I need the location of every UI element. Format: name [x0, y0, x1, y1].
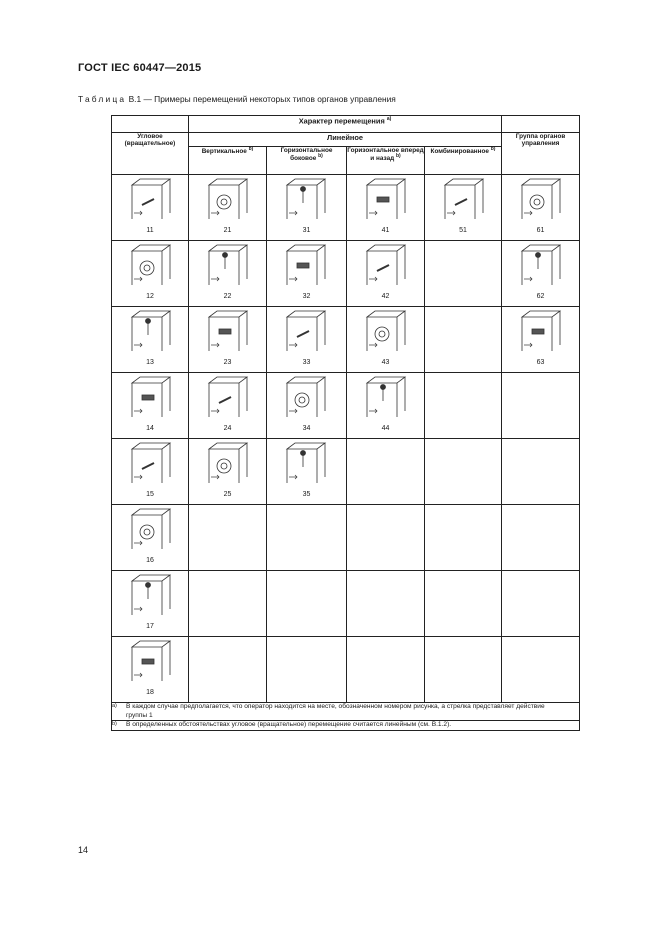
note-a: a) В каждом случае предполагается, что оператор находится на месте, обозначенном номером рисунка, а стрелка представляет действие группы 1: [112, 703, 580, 721]
figure-number: 24: [223, 425, 232, 432]
illustration-cell-31: [267, 175, 347, 241]
figure-number: 22: [223, 293, 232, 300]
illustration-cell-42: [347, 241, 425, 307]
table-row: [112, 505, 580, 571]
empty-cell: [347, 439, 425, 505]
figure-number: 51: [459, 227, 467, 234]
figure-number: 42: [381, 293, 390, 300]
illustration-cell-22: [189, 241, 267, 307]
figure-number: 13: [146, 359, 154, 366]
figure-number: 11: [146, 227, 154, 234]
illustration-cell-34: [267, 373, 347, 439]
illustration-cell-44: [347, 373, 425, 439]
illustration-cell-17: [112, 571, 189, 637]
empty-cell: [425, 637, 502, 703]
figure-number: 25: [223, 491, 232, 498]
header-horizontal-side: Горизонтальное боковое $^{b)}$: [267, 147, 347, 175]
illustration-cell-32: [267, 241, 347, 307]
empty-cell: [189, 637, 267, 703]
empty-cell: [347, 505, 425, 571]
empty-cell: [347, 637, 425, 703]
figure-number: 44: [381, 425, 390, 432]
header-angular: Угловое (вращательное): [112, 133, 189, 175]
illustration-cell-35: [267, 439, 347, 505]
table-row: [112, 175, 580, 241]
caption-prefix: Таблица: [78, 94, 127, 104]
header-character: Характер перемещения $^{a)}$: [189, 116, 502, 133]
table-row: [112, 637, 580, 703]
empty-cell: [502, 373, 580, 439]
illustration-cell-13: [112, 307, 189, 373]
empty-cell: [425, 241, 502, 307]
figure-number: 43: [381, 359, 390, 366]
empty-cell: [189, 571, 267, 637]
header-group: Группа органов управления: [502, 133, 580, 175]
empty-cell: [267, 505, 347, 571]
illustration-cell-25: [189, 439, 267, 505]
empty-cell: [502, 505, 580, 571]
illustration-cell-61: [502, 175, 580, 241]
figure-number: 23: [223, 359, 232, 366]
caption-text: — Примеры перемещений некоторых типов органов управления: [143, 94, 396, 104]
header-linear: Линейное: [189, 133, 502, 147]
illustration-cell-43: [347, 307, 425, 373]
illustration-cell-33: [267, 307, 347, 373]
illustration-cell-14: [112, 373, 189, 439]
figure-number: 14: [146, 425, 154, 432]
empty-cell: [267, 637, 347, 703]
illustration-cell-12: [112, 241, 189, 307]
figure-number: 12: [146, 293, 154, 300]
figure-number: 34: [302, 425, 311, 432]
figure-number: 63: [536, 359, 545, 366]
illustration-cell-23: [189, 307, 267, 373]
illustration-cell-15: [112, 439, 189, 505]
table-row: [112, 241, 580, 307]
empty-cell: [425, 373, 502, 439]
page-number: 14: [78, 845, 89, 855]
header-vertical: Вертикальное $^{b)}$: [189, 147, 267, 175]
empty-cell: [267, 571, 347, 637]
table-row: [112, 307, 580, 373]
illustration-cell-62: [502, 241, 580, 307]
figure-number: 17: [146, 623, 154, 630]
figure-number: 21: [223, 227, 232, 234]
figure-number: 18: [146, 689, 154, 696]
table-row: [112, 439, 580, 505]
movement-table: [111, 115, 580, 731]
illustration-cell-63: [502, 307, 580, 373]
empty-cell: [502, 571, 580, 637]
figure-number: 62: [536, 293, 545, 300]
empty-cell: [502, 637, 580, 703]
empty-cell: [425, 571, 502, 637]
caption-number: В.1: [128, 94, 142, 104]
empty-cell: [425, 505, 502, 571]
empty-cell: [347, 571, 425, 637]
figure-number: 33: [302, 359, 311, 366]
figure-number: 61: [536, 227, 545, 234]
document-title: ГОСТ IEC 60447—2015: [78, 62, 202, 74]
empty-cell: [502, 439, 580, 505]
illustration-cell-11: [112, 175, 189, 241]
illustration-cell-16: [112, 505, 189, 571]
figure-number: 32: [302, 293, 311, 300]
figure-number: 35: [302, 491, 311, 498]
header-horizontal-forward: Горизонтальное вперед и назад $^{b)}$: [347, 147, 425, 175]
table-row: [112, 373, 580, 439]
empty-cell: [425, 307, 502, 373]
illustration-cell-41: [347, 175, 425, 241]
illustration-cell-51: [425, 175, 502, 241]
header-combined: Комбинированное $^{b)}$: [425, 147, 502, 175]
empty-cell: [189, 505, 267, 571]
figure-number: 41: [381, 227, 390, 234]
illustration-cell-21: [189, 175, 267, 241]
table-caption: [78, 94, 396, 104]
illustration-cell-18: [112, 637, 189, 703]
figure-number: 31: [302, 227, 311, 234]
note-b: b) В определенных обстоятельствах угловое (вращательное) перемещение считается линейным (см. В.1.2).: [112, 721, 580, 731]
illustration-cell-24: [189, 373, 267, 439]
figure-number: 16: [146, 557, 154, 564]
table-row: [112, 571, 580, 637]
empty-cell: [425, 439, 502, 505]
figure-number: 15: [146, 491, 154, 498]
